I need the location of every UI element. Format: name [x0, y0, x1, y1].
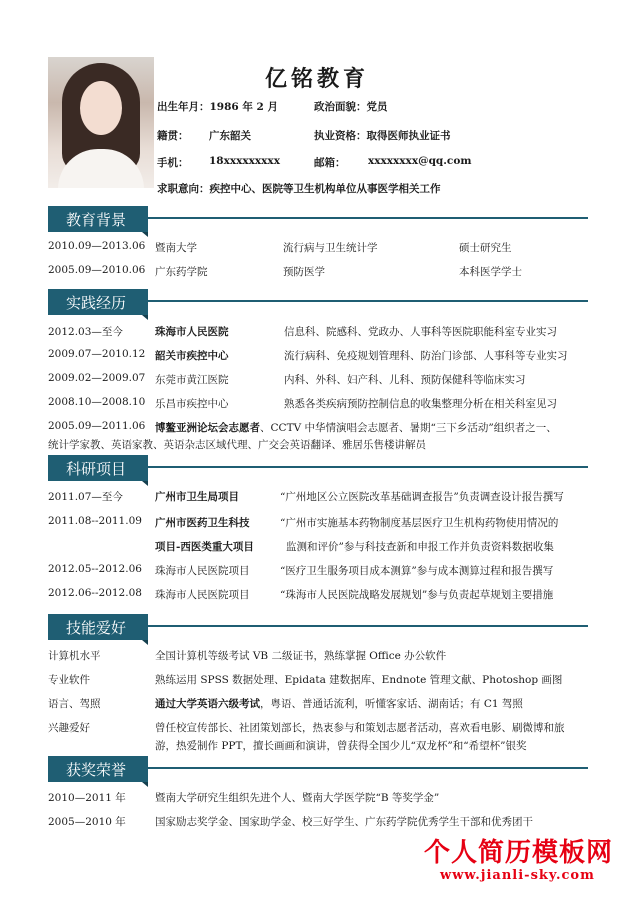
origin-label: 籍贯： — [157, 130, 189, 142]
practice-desc: 信息科、院感科、党政办、人事科等医院职能科室专业实习 — [284, 326, 557, 338]
edu-major: 预防医学 — [283, 266, 325, 278]
skill-label: 语言、驾照 — [48, 698, 101, 710]
practice-date: 2009.07—2010.12 — [48, 348, 146, 360]
skill-text-continued: 游，热爱制作 PPT，擅长画画和演讲，曾获得全国少儿“双龙杯”和“希望杯”银奖 — [155, 740, 527, 752]
practice-desc: 内科、外科、妇产科、儿科、预防保健科等临床实习 — [284, 374, 526, 386]
birth-date: 出生年月：1986 年 2 月 — [157, 101, 278, 113]
section-divider — [148, 466, 588, 468]
research-desc: “广州市实施基本药物制度基层医疗卫生机构药物使用情况的 — [280, 517, 559, 529]
political-status: 政治面貌：党员 — [314, 101, 388, 113]
research-date: 2011.07—至今 — [48, 491, 123, 503]
section-title-research: 科研项目 — [66, 460, 127, 478]
section-divider — [148, 217, 588, 219]
research-org: 珠海市人民医院项目 — [155, 589, 250, 601]
research-org: 广州市医药卫生科技 — [155, 517, 250, 529]
skill-text: 曾任校宣传部长、社团策划部长，热衷参与和策划志愿者活动，喜欢看电影、刷微博和旅 — [155, 722, 565, 734]
section-divider — [148, 767, 588, 769]
skill-label: 计算机水平 — [48, 650, 101, 662]
practice-desc-continued: 统计学家教、英语家教、英语杂志区域代理、广交会英语翻译、雅居乐售楼讲解员 — [48, 439, 426, 451]
research-desc: “广州地区公立医院改革基础调查报告”负责调查设计报告撰写 — [280, 491, 564, 503]
resume-name: 亿铭教育 — [265, 66, 370, 92]
skill-text: 全国计算机等级考试 VB 二级证书，熟练掌握 Office 办公软件 — [155, 650, 447, 662]
research-desc: “珠海市人民医院战略发展规划”参与负责起草规划主要措施 — [280, 589, 554, 601]
research-org: 珠海市人民医院项目 — [155, 565, 250, 577]
practice-date: 2012.03—至今 — [48, 326, 123, 338]
practice-org: 博鳌亚洲论坛会志愿者 — [155, 422, 260, 434]
section-title-skills: 技能爱好 — [66, 619, 127, 637]
email-value: xxxxxxxx@qq.com — [368, 155, 472, 167]
origin-value: 广东韶关 — [209, 130, 251, 142]
research-date: 2012.05--2012.06 — [48, 563, 142, 575]
section-divider — [148, 300, 588, 302]
section-corner — [142, 232, 148, 237]
section-corner — [142, 640, 148, 645]
practice-org: 珠海市人民医院 — [155, 326, 229, 338]
edu-major: 流行病与卫生统计学 — [283, 242, 378, 254]
skill-label: 兴趣爱好 — [48, 722, 90, 734]
award-text: 国家励志奖学金、国家助学金、校三好学生、广东药学院优秀学生干部和优秀团干 — [155, 816, 533, 828]
section-title-practice: 实践经历 — [66, 294, 127, 312]
research-date: 2012.06--2012.08 — [48, 587, 142, 599]
research-desc: “医疗卫生服务项目成本测算”参与成本测算过程和报告撰写 — [280, 565, 554, 577]
edu-date: 2010.09—2013.06 — [48, 240, 146, 252]
research-desc: 监测和评价”参与科技查新和申报工作并负责资料数据收集 — [286, 541, 554, 553]
practice-desc: 、CCTV 中华情演唱会志愿者、暑期“三下乡活动”组织者之一、 — [260, 422, 557, 434]
practice-org: 东莞市黄江医院 — [155, 374, 229, 386]
edu-degree: 硕士研究生 — [459, 242, 512, 254]
award-text: 暨南大学研究生组织先进个人、暨南大学医学院“B 等奖学金” — [155, 792, 440, 804]
skill-highlight: 通过大学英语六级考试 — [155, 698, 260, 710]
skill-text: ，粤语、普通话流利，听懂客家话、湖南话；有 C1 驾照 — [260, 698, 523, 710]
skill-label: 专业软件 — [48, 674, 90, 686]
email-label: 邮箱： — [314, 157, 346, 169]
license: 执业资格：取得医师执业证书 — [314, 130, 451, 142]
research-org: 项目-西医类重大项目 — [155, 541, 254, 553]
phone-label: 手机： — [157, 157, 189, 169]
section-title-awards: 获奖荣誉 — [66, 761, 127, 779]
section-divider — [148, 625, 588, 627]
phone-value: 18xxxxxxxxx — [209, 155, 280, 167]
award-date: 2010—2011 年 — [48, 792, 126, 804]
practice-date: 2009.02—2009.07 — [48, 372, 146, 384]
edu-school: 广东药学院 — [155, 266, 208, 278]
skill-line — [155, 696, 523, 711]
research-org: 广州市卫生局项目 — [155, 491, 239, 503]
skill-text: 熟练运用 SPSS 数据处理、Epidata 建数据库、Endnote 管理文献、Photoshop 画图 — [155, 674, 563, 686]
section-title-education: 教育背景 — [66, 211, 127, 229]
section-corner — [142, 315, 148, 320]
profile-photo — [48, 57, 154, 188]
practice-line — [155, 420, 557, 435]
practice-org: 韶关市疾控中心 — [155, 350, 229, 362]
section-corner — [142, 782, 148, 787]
practice-date: 2005.09—2011.06 — [48, 420, 146, 432]
practice-org: 乐昌市疾控中心 — [155, 398, 229, 410]
edu-date: 2005.09—2010.06 — [48, 264, 146, 276]
watermark-url: www.jianli-sky.com — [440, 868, 595, 883]
job-intent: 求职意向：疾控中心、医院等卫生机构单位从事医学相关工作 — [157, 183, 441, 195]
watermark-title: 个人简历模板网 — [424, 838, 614, 868]
practice-date: 2008.10—2008.10 — [48, 396, 146, 408]
practice-desc: 熟悉各类疾病预防控制信息的收集整理分析在相关科室见习 — [284, 398, 557, 410]
edu-degree: 本科医学学士 — [459, 266, 522, 278]
research-date: 2011.08--2011.09 — [48, 515, 142, 527]
edu-school: 暨南大学 — [155, 242, 197, 254]
practice-desc: 流行病科、免疫规划管理科、防治门诊部、人事科等专业实习 — [284, 350, 568, 362]
award-date: 2005—2010 年 — [48, 816, 126, 828]
section-corner — [142, 481, 148, 486]
